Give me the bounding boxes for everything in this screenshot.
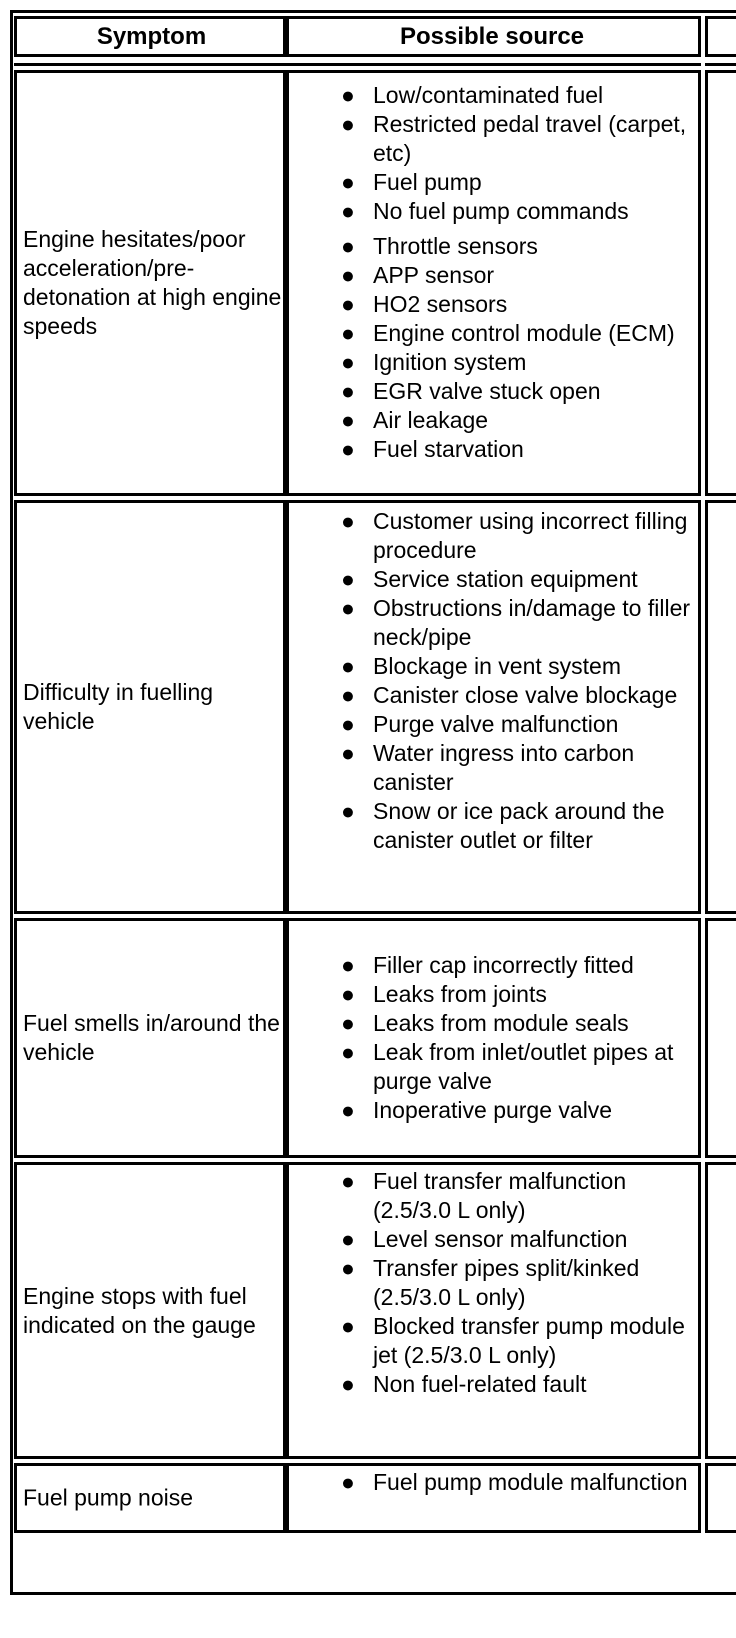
- list-item: ● Throttle sensors: [341, 233, 538, 259]
- list-item: ● Fuel pump module malfunction: [341, 1469, 688, 1495]
- list-item: ● Obstructions in/damage to filler neck/pipe: [341, 595, 691, 650]
- list-item: ● Restricted pedal travel (carpet, etc): [341, 111, 687, 166]
- header-extra-column: [705, 16, 736, 57]
- table-row-sources: [283, 1162, 701, 1459]
- source-list: [286, 951, 698, 1125]
- list-item: ● Fuel starvation: [341, 436, 524, 462]
- table-row-symptom: [14, 918, 289, 1158]
- list-item: ● Inoperative purge valve: [341, 1097, 613, 1123]
- header-possible-source: [283, 16, 701, 57]
- list-item: ● Filler cap incorrectly fitted: [341, 952, 634, 978]
- list-item: ● Low/contaminated fuel: [341, 82, 604, 108]
- table-row-extra: [705, 918, 736, 1158]
- symptom-text: Engine hesitates/poor acceleration/pre-detonation at high engine speeds: [23, 226, 282, 339]
- list-item: ● Fuel transfer malfunction (2.5/3.0 L only): [341, 1168, 627, 1223]
- list-item: ● Level sensor malfunction: [341, 1226, 628, 1252]
- source-list: [286, 81, 698, 464]
- list-item: ● Blocked transfer pump module jet (2.5/3.0 L only): [341, 1313, 685, 1368]
- table-row-sources: [283, 70, 701, 496]
- list-item: ● Canister close valve blockage: [341, 682, 678, 708]
- list-item: ● Snow or ice pack around the canister outlet or filter: [341, 798, 665, 853]
- symptom-text: Fuel pump noise: [23, 1484, 194, 1511]
- header-rule-extra: [705, 63, 736, 66]
- source-list: [286, 507, 698, 855]
- list-item: ● APP sensor: [341, 262, 495, 288]
- list-item: ● Leaks from module seals: [341, 1010, 629, 1036]
- table-row-sources: [283, 500, 701, 914]
- header-rule-source: [283, 63, 701, 66]
- list-item: ● Blockage in vent system: [341, 653, 622, 679]
- table-row-sources: [283, 1463, 701, 1533]
- list-item: ● EGR valve stuck open: [341, 378, 601, 404]
- list-item: ● Ignition system: [341, 349, 527, 375]
- list-item: ● No fuel pump commands: [341, 198, 629, 224]
- symptom-text: Fuel smells in/around the vehicle: [23, 1010, 280, 1065]
- header-rule-symptom: [14, 63, 289, 66]
- list-item: ● Engine control module (ECM): [341, 320, 675, 346]
- symptom-text: Difficulty in fuelling vehicle: [23, 679, 214, 734]
- table-row-symptom: [14, 70, 289, 496]
- table-row-extra: [705, 500, 736, 914]
- table-row-extra: [705, 70, 736, 496]
- header-source-label: Possible source: [399, 22, 585, 50]
- table-row-extra: [705, 1463, 736, 1533]
- list-item: ● Fuel pump: [341, 169, 482, 195]
- header-symptom: [14, 16, 289, 57]
- table-row-extra: [705, 1162, 736, 1459]
- table-row-sources: [283, 918, 701, 1158]
- list-item: ● Customer using incorrect filling procedure: [341, 508, 688, 563]
- table-row-symptom: [14, 1463, 289, 1533]
- list-item: ● Leaks from joints: [341, 981, 547, 1007]
- list-item: ● Leak from inlet/outlet pipes at purge valve: [341, 1039, 674, 1094]
- list-item: ● HO2 sensors: [341, 291, 508, 317]
- list-item: ● Non fuel-related fault: [341, 1371, 587, 1397]
- list-item: ● Purge valve malfunction: [341, 711, 619, 737]
- list-item: ● Water ingress into carbon canister: [341, 740, 635, 795]
- symptom-text: Engine stops with fuel indicated on the gauge: [23, 1282, 256, 1338]
- list-item: ● Air leakage: [341, 407, 489, 433]
- table-row-symptom: [14, 1162, 289, 1459]
- list-item: ● Service station equipment: [341, 566, 638, 592]
- table-row-symptom: [14, 500, 289, 914]
- source-list: [286, 1468, 698, 1497]
- source-list: [286, 1167, 698, 1399]
- header-symptom-label: Symptom: [96, 22, 207, 50]
- list-item: ● Transfer pipes split/kinked (2.5/3.0 L only): [341, 1255, 640, 1310]
